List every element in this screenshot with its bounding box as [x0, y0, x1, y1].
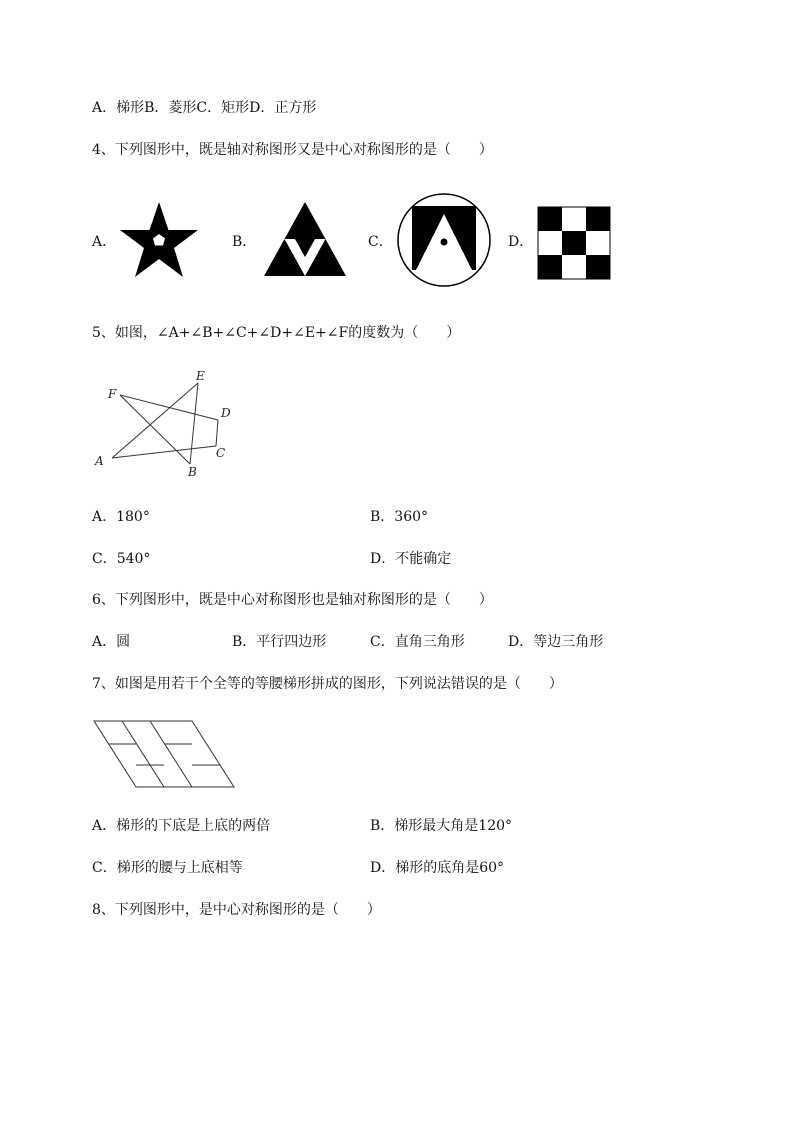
- q4-stem: 4、下列图形中，既是轴对称图形又是中心对称图形的是（ ）: [92, 142, 493, 158]
- checkerboard-figure: [538, 207, 610, 279]
- q5-option-b: B．360°: [370, 509, 429, 525]
- q6-option-c: C．直角三角形: [370, 634, 465, 650]
- q7-stem: 7、如图是用若干个全等的等腰梯形拼成的图形，下列说法错误的是（ ）: [92, 676, 563, 692]
- q7-option-b: B．梯形最大角是120°: [370, 818, 513, 834]
- q4-label-d: D．: [508, 234, 534, 250]
- q6-option-b: B．平行四边形: [232, 634, 327, 650]
- q7-option-d: D．梯形的底角是60°: [370, 860, 505, 876]
- q4-label-c: C．: [368, 234, 393, 250]
- q7-option-c: C．梯形的腰与上底相等: [92, 860, 243, 876]
- q7-option-a: A．梯形的下底是上底的两倍: [92, 818, 271, 834]
- star-figure: [118, 200, 200, 280]
- point-b-label: B: [188, 465, 197, 479]
- point-f-label: F: [108, 387, 117, 401]
- point-d-label: D: [221, 406, 231, 420]
- triangle-figure: [262, 200, 348, 278]
- q5-option-c: C．540°: [92, 551, 151, 567]
- q6-option-a: A．圆: [92, 634, 131, 650]
- q3-options: A．梯形B．菱形C．矩形D．正方形: [92, 100, 317, 116]
- circle-square-figure: [396, 192, 492, 288]
- point-c-label: C: [216, 446, 226, 460]
- q8-stem: 8、下列图形中，是中心对称图形的是（ ）: [92, 902, 381, 918]
- point-a-label: A: [95, 454, 104, 468]
- q5-option-a: A．180°: [92, 509, 150, 525]
- q4-label-b: B．: [232, 234, 257, 250]
- q6-option-d: D．等边三角形: [508, 634, 604, 650]
- q6-stem: 6、下列图形中，既是中心对称图形也是轴对称图形的是（ ）: [92, 592, 493, 608]
- angle-sum-figure: [92, 368, 242, 480]
- q5-stem: 5、如图，∠A+∠B+∠C+∠D+∠E+∠F的度数为（ ）: [92, 325, 461, 341]
- point-e-label: E: [196, 369, 205, 383]
- q4-label-a: A．: [92, 234, 117, 250]
- trapezoid-tiling-figure: [92, 718, 236, 790]
- q5-option-d: D．不能确定: [370, 551, 452, 567]
